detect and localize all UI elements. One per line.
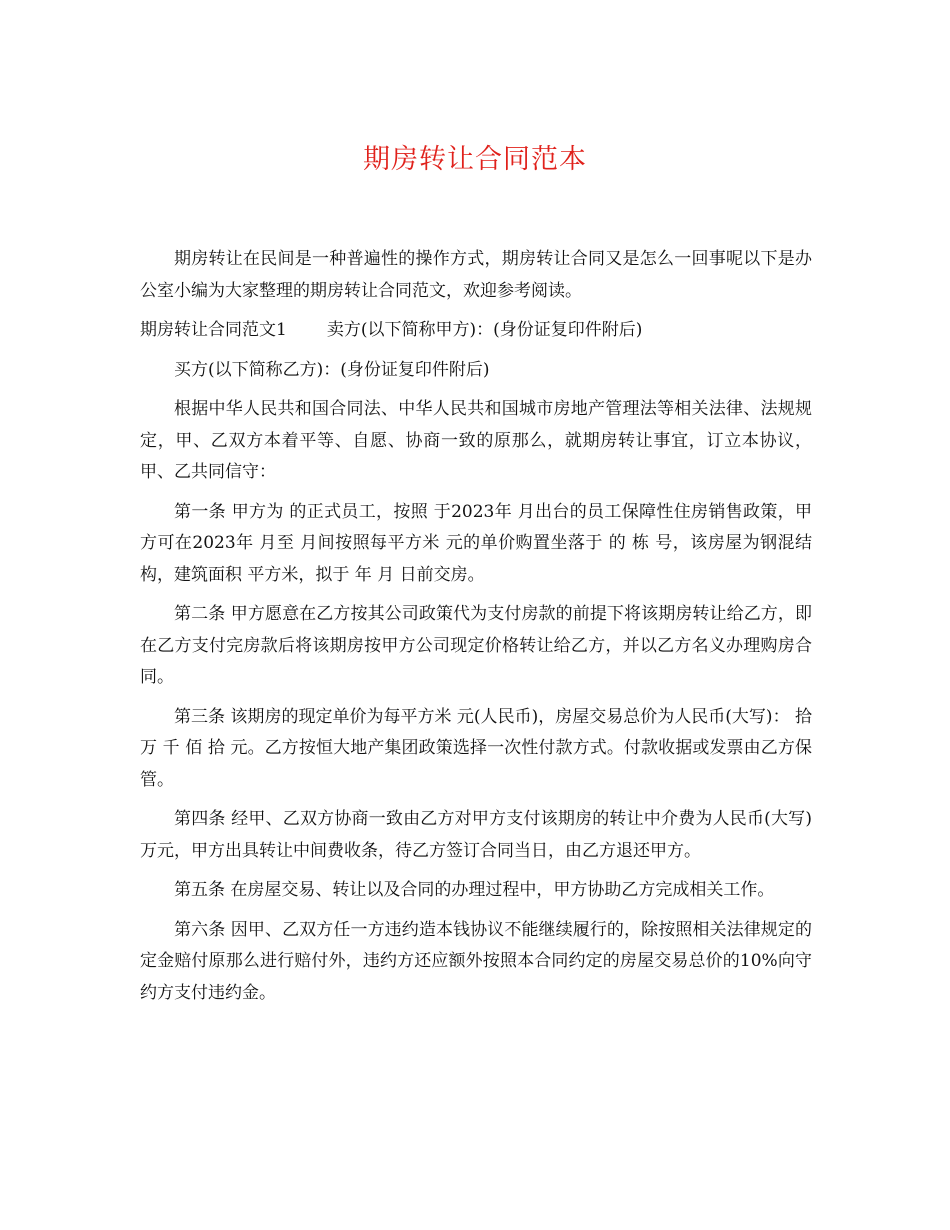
intro-paragraph: 期房转让在民间是一种普遍性的操作方式，期房转让合同又是怎么一回事呢以下是办公室小编为大家整理的期房转让合同范文，欢迎参考阅读。 (140, 249, 812, 301)
article-1: 第一条 甲方为 的正式员工，按照 于2023年 月出台的员工保障性住房销售政策，甲方可在2023年 月至 月间按照每平方米 元的单价购置坐落于 的 栋 号，该房屋为钢混结构，建筑面积 平方米，拟于 年 月 日前交房。 (140, 501, 812, 585)
article-4: 第四条 经甲、乙双方协商一致由乙方对甲方支付该期房的转让中介费为人民币(大写) 万元，甲方出具转让中间费收条，待乙方签订合同当日，由乙方退还甲方。 (140, 809, 812, 861)
article-6: 第六条 因甲、乙双方任一方违约造本钱协议不能继续履行的，除按照相关法律规定的定金赔付原那么进行赔付外，违约方还应额外按照本合同约定的房屋交易总价的10%向守约方支付违约金。 (140, 919, 812, 1003)
document-title: 期房转让合同范本 (363, 144, 587, 175)
sample-heading: 期房转让合同范文1 (140, 320, 287, 340)
preamble-paragraph: 根据中华人民共和国合同法、中华人民共和国城市房地产管理法等相关法律、法规规定，甲、乙双方本着平等、自愿、协商一致的原那么，就期房转让事宜，订立本协议，甲、乙共同信守： (140, 399, 812, 482)
document-body (140, 244, 812, 1017)
article-5: 第五条 在房屋交易、转让以及合同的办理过程中，甲方协助乙方完成相关工作。 (174, 880, 775, 900)
sample-heading-line (140, 315, 812, 347)
article-2: 第二条 甲方愿意在乙方按其公司政策代为支付房款的前提下将该期房转让给乙方，即在乙方支付完房款后将该期房按甲方公司现定价格转让给乙方，并以乙方名义办理购房合同。 (140, 604, 812, 687)
buyer-line: 买方(以下简称乙方)：(身份证复印件附后) (174, 359, 490, 380)
article-3: 第三条 该期房的现定单价为每平方米 元(人民币)，房屋交易总价为人民币(大写)： 拾 万 千 佰 拾 元。乙方按恒大地产集团政策选择一次性付款方式。付款收据或发票由乙方保管。 (140, 706, 812, 790)
seller-line: 卖方(以下简称甲方)：(身份证复印件附后) (326, 320, 643, 340)
